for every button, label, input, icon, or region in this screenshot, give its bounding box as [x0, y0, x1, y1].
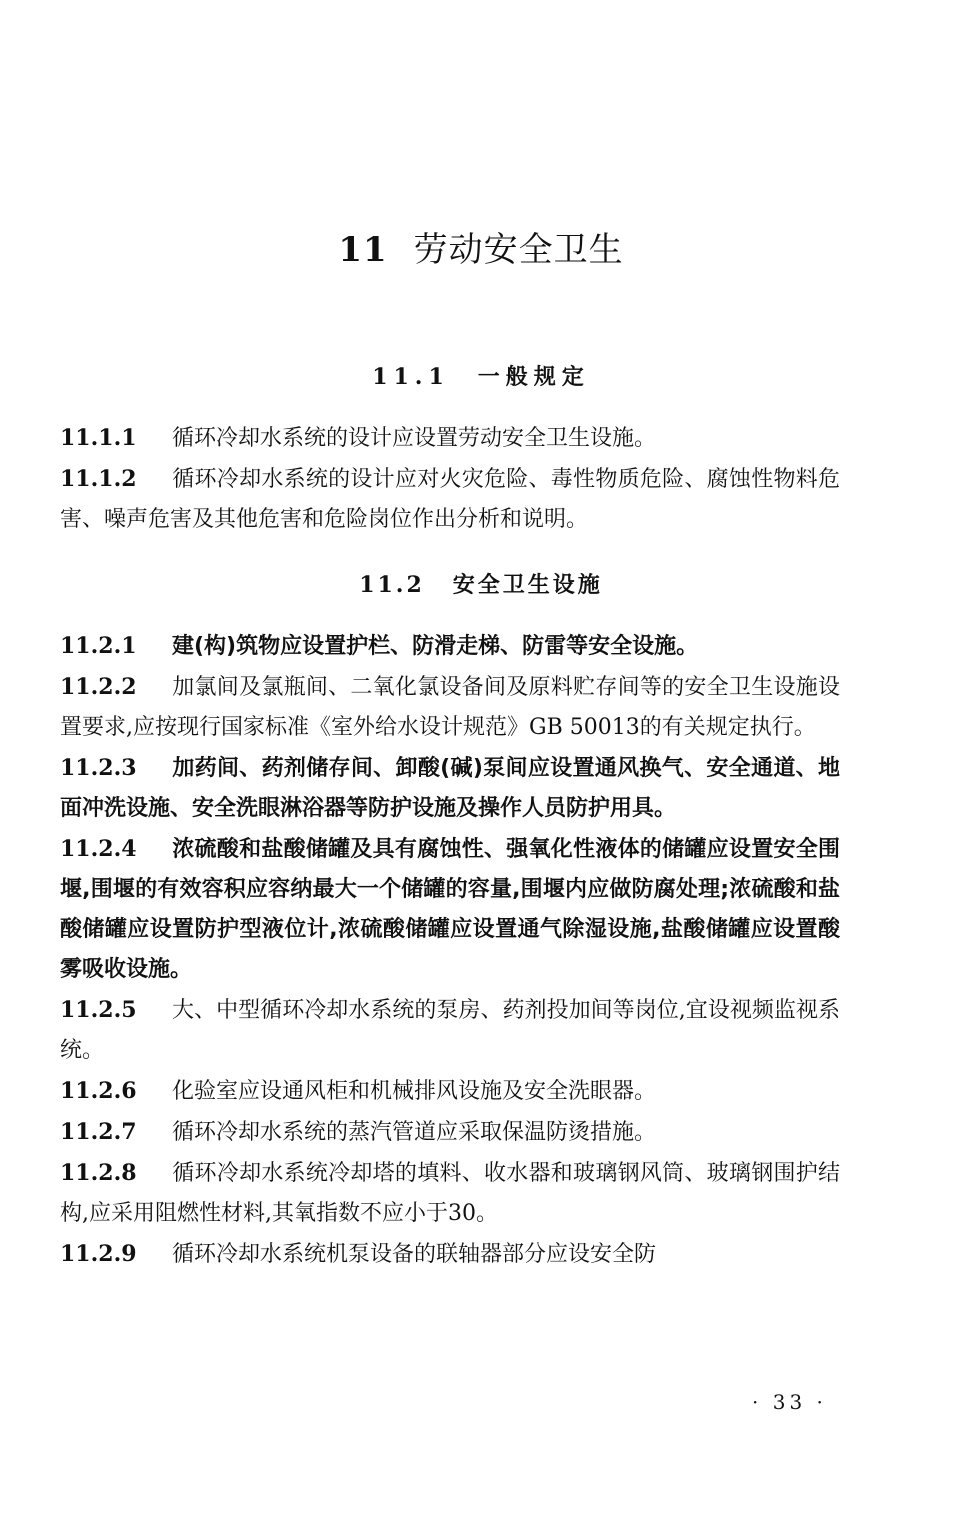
clause [60, 1153, 840, 1234]
section-heading [0, 568, 962, 599]
clause-number: 11.2.9 [60, 1241, 137, 1267]
clause [60, 829, 840, 990]
clause-number: 11.2.1 [60, 633, 137, 659]
section-clauses [60, 418, 840, 540]
chapter-title-text: 劳动安全卫生 [413, 230, 624, 270]
clause-text: 循环冷却水系统机泵设备的联轴器部分应设安全防 [172, 1242, 657, 1267]
clause [60, 667, 840, 748]
clause-text: 循环冷却水系统的蒸汽管道应采取保温防烫措施。 [172, 1120, 657, 1145]
clause-number: 11.2.4 [60, 836, 137, 862]
clause-text: 加药间、药剂储存间、卸酸(碱)泵间应设置通风换气、安全通道、地面冲洗设施、安全洗眼淋浴器等防护设施及操作人员防护用具。 [60, 756, 840, 821]
clause [60, 418, 840, 459]
clause-text: 加氯间及氯瓶间、二氧化氯设备间及原料贮存间等的安全卫生设施设置要求,应按现行国家标准《室外给水设计规范》GB 50013的有关规定执行。 [60, 675, 840, 740]
clause-number: 11.2.5 [60, 997, 137, 1023]
clause [60, 1071, 840, 1112]
clause-number: 11.2.7 [60, 1119, 137, 1145]
clause-text: 循环冷却水系统冷却塔的填料、收水器和玻璃钢风筒、玻璃钢围护结构,应采用阻燃性材料,其氧指数不应小于30。 [60, 1161, 840, 1226]
clause-text: 大、中型循环冷却水系统的泵房、药剂投加间等岗位,宜设视频监视系统。 [60, 998, 840, 1063]
clause [60, 459, 840, 540]
section-heading [0, 360, 962, 391]
clause-text: 循环冷却水系统的设计应对火灾危险、毒性物质危险、腐蚀性物料危害、噪声危害及其他危害和危险岗位作出分析和说明。 [60, 467, 840, 532]
chapter-title [0, 222, 962, 271]
clause-text: 建(构)筑物应设置护栏、防滑走梯、防雷等安全设施。 [172, 634, 699, 659]
clause-text: 循环冷却水系统的设计应设置劳动安全卫生设施。 [172, 426, 657, 451]
chapter-number: 11 [338, 230, 388, 270]
section-title: 一般规定 [477, 364, 590, 390]
section-number: 11.1 [372, 364, 450, 390]
page-number: · 33 · [752, 1390, 827, 1414]
clause [60, 626, 840, 667]
clause [60, 1234, 840, 1275]
clause [60, 748, 840, 829]
section-title: 安全卫生设施 [452, 572, 603, 598]
clause-number: 11.2.6 [60, 1078, 137, 1104]
clause-number: 11.1.1 [60, 425, 137, 451]
clause-number: 11.1.2 [60, 466, 137, 492]
clause [60, 990, 840, 1071]
clause [60, 1112, 840, 1153]
clause-number: 11.2.8 [60, 1160, 137, 1186]
clause-number: 11.2.2 [60, 674, 137, 700]
clause-text: 化验室应设通风柜和机械排风设施及安全洗眼器。 [172, 1079, 657, 1104]
clause-number: 11.2.3 [60, 755, 137, 781]
section-clauses [60, 626, 840, 1275]
section-number: 11.2 [359, 572, 425, 598]
clause-text: 浓硫酸和盐酸储罐及具有腐蚀性、强氧化性液体的储罐应设置安全围堰,围堰的有效容积应容纳最大一个储罐的容量,围堰内应做防腐处理;浓硫酸和盐酸储罐应设置防护型液位计,浓硫酸储罐应设置通气除湿设施,盐酸储罐应设置酸雾吸收设施。 [60, 837, 840, 982]
